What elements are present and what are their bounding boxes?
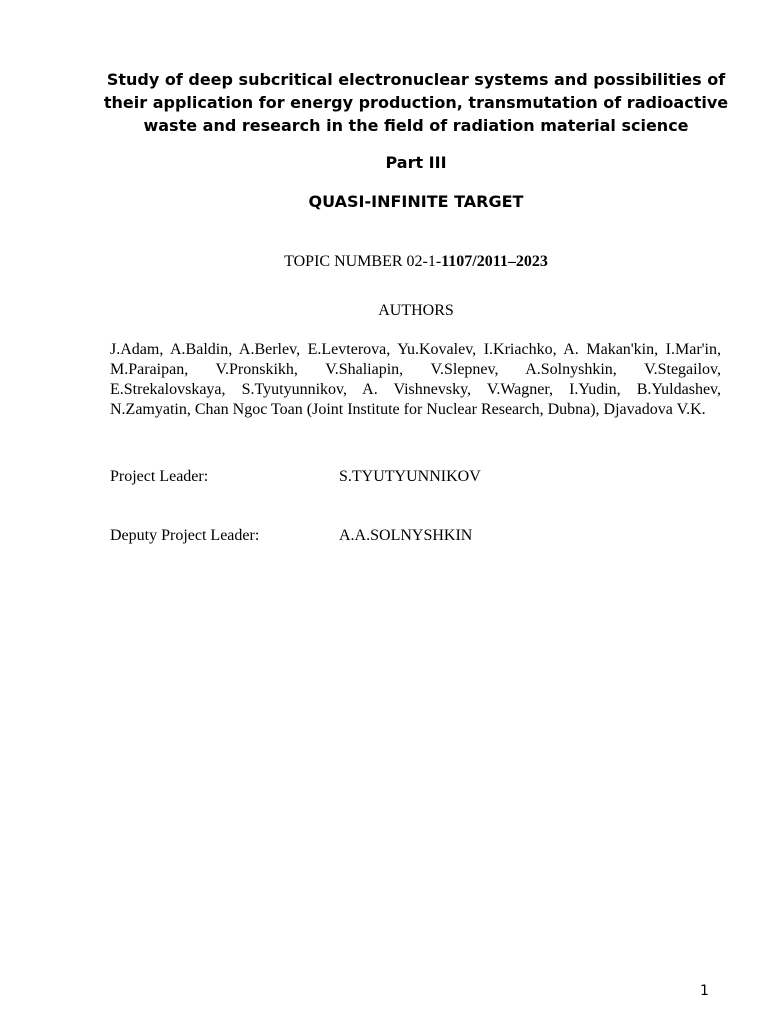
document-title: Study of deep subcritical electronuclear systems and possibilities of their application for energy production, transmutation of radioactive waste and research in the field of radiation material science: [103, 70, 729, 135]
part-heading: Part III: [385, 153, 447, 172]
deputy-leader-value: A.A.SOLNYSHKIN: [339, 527, 473, 544]
project-leader-label: Project Leader:: [110, 468, 209, 485]
topic-number: 1107/2011–2023: [441, 253, 548, 270]
page-number: 1: [700, 983, 709, 999]
topic-prefix: TOPIC NUMBER 02-1-: [284, 253, 442, 270]
deputy-leader-label: Deputy Project Leader:: [110, 527, 260, 544]
project-leader-value: S.TYUTYUNNIKOV: [339, 468, 481, 485]
document-subtitle: QUASI-INFINITE TARGET: [308, 192, 524, 211]
topic-number-line: [0, 252, 770, 272]
authors-heading: AUTHORS: [378, 302, 454, 319]
authors-list: J.Adam, A.Baldin, A.Berlev, E.Levterova, Yu.Kovalev, I.Kriachko, A. Makan'kin, I.Mar'in, M.Paraipan, V.Pronskikh, V.Shaliapin, V.Slepnev, A.Solnyshkin, V.Stegailov, E.Strekalovskaya, S.Tyutyunnikov, A. Vishnevsky, V.Wagner, I.Yudin, B.Yuldashev, N.Zamyatin, Chan Ngoc Toan (Joint Institute for Nuclear Research, Dubna), Djavadova V.K.: [110, 341, 721, 418]
